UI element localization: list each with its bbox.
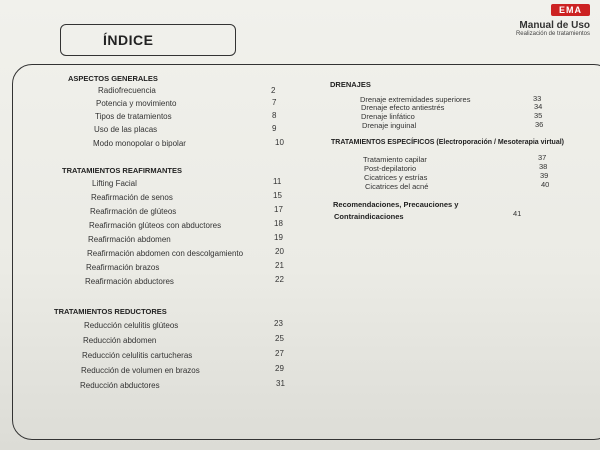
toc-page: 36 [535, 120, 544, 129]
toc-page: 23 [274, 319, 283, 328]
toc-entry: Reducción celulitis cartucheras [82, 351, 193, 360]
toc-entry: Drenaje inguinal [362, 121, 417, 130]
toc-entry: Tratamiento capilar [363, 155, 427, 164]
toc-page: 19 [274, 233, 283, 242]
toc-entry: Modo monopolar o bipolar [93, 139, 186, 148]
toc-page: 9 [272, 124, 277, 133]
toc-entry: Reducción de volumen en brazos [81, 366, 200, 375]
toc-entry: Tipos de tratamientos [95, 112, 172, 121]
toc-entry: Reducción abdomen [83, 336, 157, 345]
toc-entry: Reafirmación brazos [86, 263, 160, 272]
toc-entry: Radiofrecuencia [98, 86, 156, 95]
toc-page: 21 [275, 261, 284, 270]
toc-page: 7 [272, 98, 277, 107]
toc-page: 20 [275, 247, 284, 256]
toc-page: 11 [273, 177, 282, 186]
toc-entry: Uso de las placas [94, 125, 158, 134]
section-title: TRATAMIENTOS REAFIRMANTES [62, 166, 182, 175]
toc-entry: Drenaje linfático [361, 112, 415, 121]
toc-page: 15 [273, 191, 282, 200]
section-title: TRATAMIENTOS REDUCTORES [54, 307, 167, 316]
doc-title: Manual de Uso [519, 20, 590, 31]
toc-page: 39 [540, 171, 549, 180]
final-entry-line2: Contraindicaciones [334, 212, 404, 221]
toc-entry: Potencia y movimiento [96, 99, 177, 108]
toc-page: 37 [538, 153, 547, 162]
toc-page: 35 [534, 111, 543, 120]
toc-entry: Reducción abductores [80, 381, 160, 390]
toc-page: 40 [541, 180, 550, 189]
toc-entry: Lifting Facial [92, 179, 137, 188]
company-logo: EMA [551, 4, 590, 16]
section-title: TRATAMIENTOS ESPECÍFICOS (Electroporación / Mesoterapia virtual) [331, 139, 564, 146]
toc-page: 10 [275, 138, 284, 147]
doc-subtitle: Realización de tratamientos [515, 31, 590, 37]
toc-entry: Reducción celulitis glúteos [84, 321, 179, 330]
toc-entry: Cicatrices del acné [365, 182, 429, 191]
brand-block [516, 0, 590, 37]
final-entry-line1: Recomendaciones, Precauciones y [333, 200, 459, 209]
section-title: DRENAJES [330, 80, 371, 89]
toc-entry: Cicatrices y estrías [364, 173, 428, 182]
toc-page: 34 [534, 102, 543, 111]
toc-page: 33 [533, 94, 542, 103]
toc-page: 31 [276, 379, 285, 388]
toc-entry: Reafirmación glúteos con abductores [89, 221, 222, 230]
toc-entry: Reafirmación abdomen [88, 235, 171, 244]
toc-entry: Reafirmación de glúteos [90, 207, 177, 216]
toc-entry: Drenaje efecto antiestrés [361, 103, 445, 112]
toc-page: 2 [271, 86, 276, 95]
toc-page: 8 [272, 111, 277, 120]
toc-page: 38 [539, 162, 548, 171]
toc-entry: Reafirmación de senos [91, 193, 173, 202]
toc-page: 41 [513, 209, 522, 218]
toc-page: 18 [274, 219, 283, 228]
toc-page: 22 [275, 275, 284, 284]
index-title: ÍNDICE [103, 32, 154, 48]
toc-entry: Reafirmación abductores [85, 277, 174, 286]
index-title-box [60, 24, 236, 56]
section-title: ASPECTOS GENERALES [68, 74, 158, 83]
toc-page: 25 [275, 334, 284, 343]
toc-entry: Reafirmación abdomen con descolgamiento [87, 249, 244, 258]
toc-page: 29 [275, 364, 284, 373]
toc-page: 17 [274, 205, 283, 214]
toc-page: 27 [275, 349, 284, 358]
toc-entry: Drenaje extremidades superiores [360, 95, 471, 104]
toc-entry: Post-depilatorio [364, 164, 417, 173]
